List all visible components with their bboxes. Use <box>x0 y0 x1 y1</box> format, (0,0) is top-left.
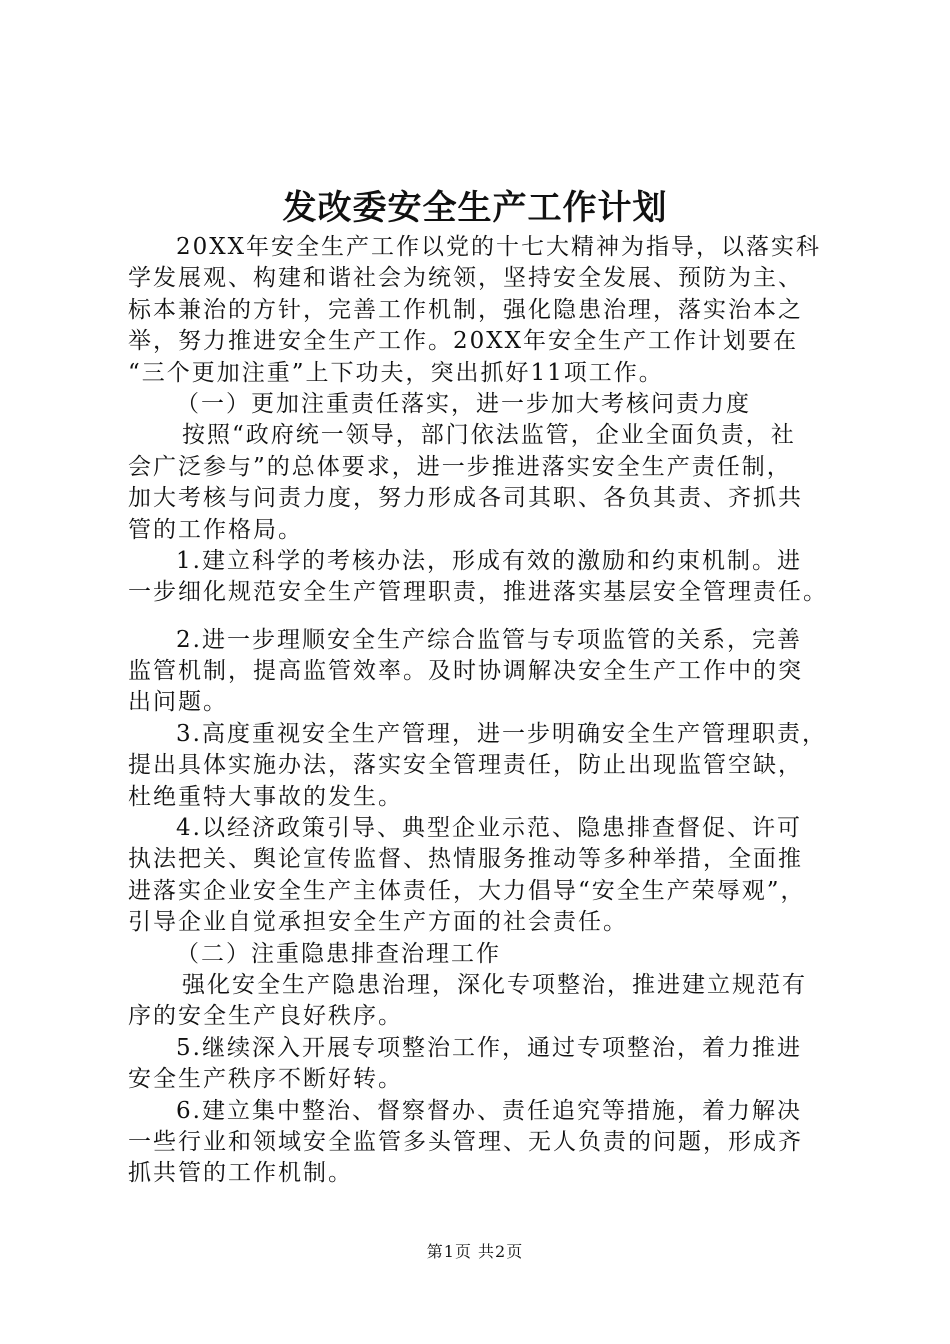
text-line: 强化安全生产隐患治理，深化专项整治，推进建立规范有 <box>182 971 807 998</box>
text-line: 杜绝重特大事故的发生。 <box>128 783 403 810</box>
document-title: 发改委安全生产工作计划 <box>282 188 668 228</box>
section-2-paragraph <box>128 970 838 1033</box>
text-line: 3.高度重视安全生产管理，进一步明确安全生产管理职责， <box>176 720 827 747</box>
intro-paragraph <box>128 232 838 389</box>
text-line: 20XX年安全生产工作以党的十七大精神为指导，以落实科 <box>176 234 822 260</box>
text-line: 安全生产秩序不断好转。 <box>128 1066 403 1093</box>
text-line: “三个更加注重”上下功夫，突出抓好11项工作。 <box>128 359 664 386</box>
text-line: 4.以经济政策引导、典型企业示范、隐患排查督促、许可 <box>176 815 802 842</box>
text-line: 会广泛参与”的总体要求，进一步推进落实安全生产责任制， <box>128 453 792 480</box>
text-line: 引导企业自觉承担安全生产方面的社会责任。 <box>128 909 628 936</box>
text-line: 举，努力推进安全生产工作。20XX年安全生产工作计划要在 <box>128 328 799 355</box>
text-line: 学发展观、构建和谐社会为统领，坚持安全发展、预防为主、 <box>128 265 803 292</box>
text-line: 序的安全生产良好秩序。 <box>128 1003 403 1030</box>
text-line: 进落实企业安全生产主体责任，大力倡导“安全生产荣辱观”， <box>128 877 806 904</box>
text-line: 6.建立集中整治、督察督办、责任追究等措施，着力解决 <box>176 1097 802 1124</box>
text-line: 管的工作格局。 <box>128 516 303 543</box>
text-line: 2.进一步理顺安全生产综合监管与专项监管的关系，完善 <box>176 626 802 653</box>
text-line: 抓共管的工作机制。 <box>128 1160 353 1187</box>
text-line: 出问题。 <box>128 689 228 716</box>
list-item-2 <box>128 625 838 719</box>
section-1-paragraph <box>128 420 838 546</box>
text-line: 执法把关、舆论宣传监督、热情服务推动等多种举措，全面推 <box>128 846 803 873</box>
text-line: 标本兼治的方针，完善工作机制，强化隐患治理，落实治本之 <box>128 296 803 323</box>
spacer <box>128 609 838 625</box>
text-line: 一步细化规范安全生产管理职责，推进落实基层安全管理责任。 <box>128 579 828 606</box>
list-item-5 <box>128 1033 838 1096</box>
list-item-4 <box>128 813 838 939</box>
list-item-1 <box>128 546 838 609</box>
text-line: 加大考核与问责力度，努力形成各司其职、各负其责、齐抓共 <box>128 485 803 512</box>
text-line: 1.建立科学的考核办法，形成有效的激励和约束机制。进 <box>176 547 802 574</box>
list-item-3 <box>128 719 838 813</box>
text-line: 按照“政府统一领导，部门依法监管，企业全面负责，社 <box>182 422 796 449</box>
text-line: 提出具体实施办法，落实安全管理责任，防止出现监管空缺， <box>128 752 803 779</box>
document-body <box>128 232 838 1190</box>
text-line: 5.继续深入开展专项整治工作，通过专项整治，着力推进 <box>176 1034 802 1061</box>
list-item-6 <box>128 1096 838 1190</box>
page-number-footer: 第1页 共2页 <box>426 1242 524 1261</box>
section-heading-1: （一）更加注重责任落实，进一步加大考核问责力度 <box>176 390 751 417</box>
text-line: 一些行业和领域安全监管多头管理、无人负责的问题，形成齐 <box>128 1128 803 1155</box>
text-line: 监管机制，提高监管效率。及时协调解决安全生产工作中的突 <box>128 658 803 685</box>
section-heading-2: （二）注重隐患排查治理工作 <box>176 940 501 967</box>
